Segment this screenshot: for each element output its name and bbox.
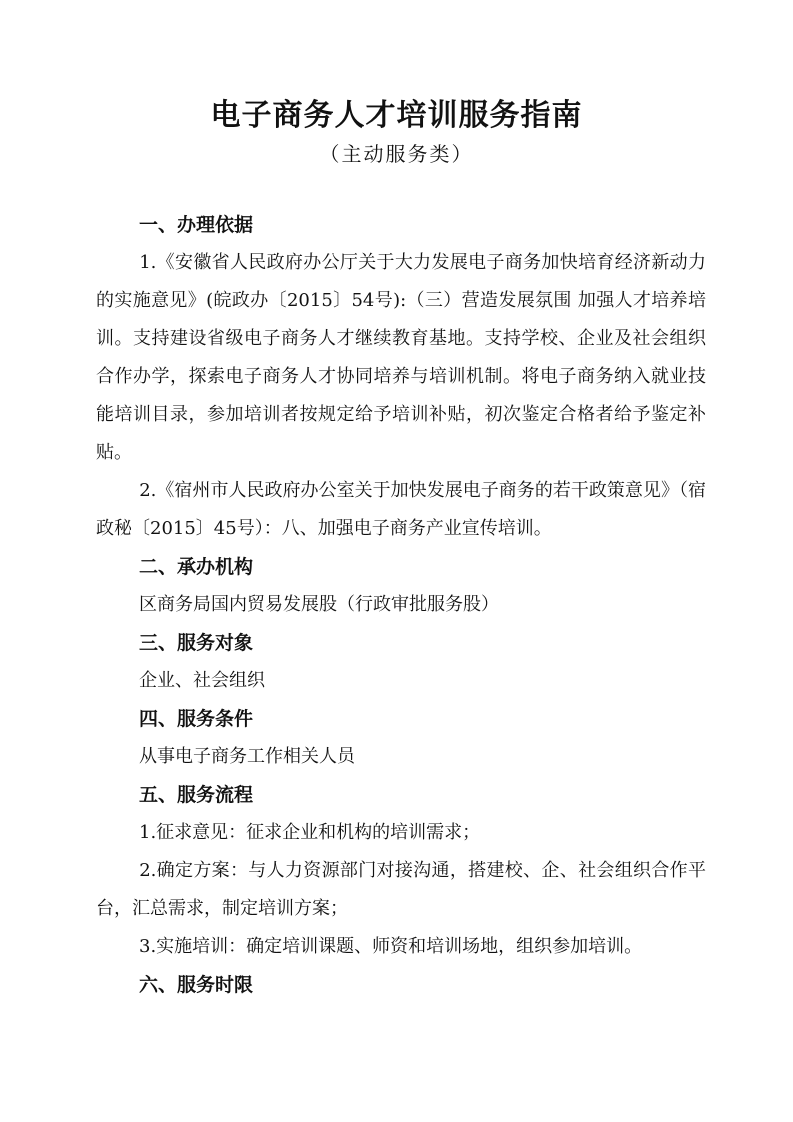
basis-item-2: 2.《宿州市人民政府办公室关于加快发展电子商务的若干政策意见》（宿政秘〔2015〕45号）：八、加强电子商务产业宣传培训。 bbox=[96, 480, 706, 539]
basis-item-1: 1.《安徽省人民政府办公厅关于大力发展电子商务加快培育经济新动力的实施意见》(皖政办〔2015〕54号):（三）营造发展氛围 加强人才培养培训。支持建设省级电子商务人才继续教育基地。支持学校、企业及社会组织合作办学，探索电子商务人才协同培养与培训机制。将电子商务纳入就业技能培训目录，参加培训者按规定给予培训补贴，初次鉴定合格者给予鉴定补贴。 bbox=[96, 252, 706, 463]
document-body bbox=[96, 206, 706, 1004]
conditions-text: 从事电子商务工作相关人员 bbox=[139, 746, 355, 767]
section-heading-time-limit: 六、服务时限 bbox=[139, 974, 254, 996]
process-step-2: 2.确定方案：与人力资源部门对接沟通，搭建校、企、社会组织合作平台，汇总需求，制定培训方案； bbox=[96, 860, 706, 919]
process-step-1: 1.征求意见：征求企业和机构的培训需求； bbox=[139, 822, 481, 843]
section-heading-process: 五、服务流程 bbox=[139, 784, 254, 806]
section-heading-basis: 一、办理依据 bbox=[139, 214, 254, 236]
section-heading-conditions: 四、服务条件 bbox=[139, 708, 254, 730]
target-text: 企业、社会组织 bbox=[139, 670, 265, 691]
section-heading-agency: 二、承办机构 bbox=[139, 556, 254, 578]
agency-text: 区商务局国内贸易发展股（行政审批服务股） bbox=[139, 594, 499, 615]
section-heading-target: 三、服务对象 bbox=[139, 632, 254, 654]
process-step-3: 3.实施培训：确定培训课题、师资和培训场地，组织参加培训。 bbox=[139, 936, 643, 957]
document-subtitle: （主动服务类） bbox=[319, 142, 474, 166]
document-title: 电子商务人才培训服务指南 bbox=[210, 98, 583, 133]
